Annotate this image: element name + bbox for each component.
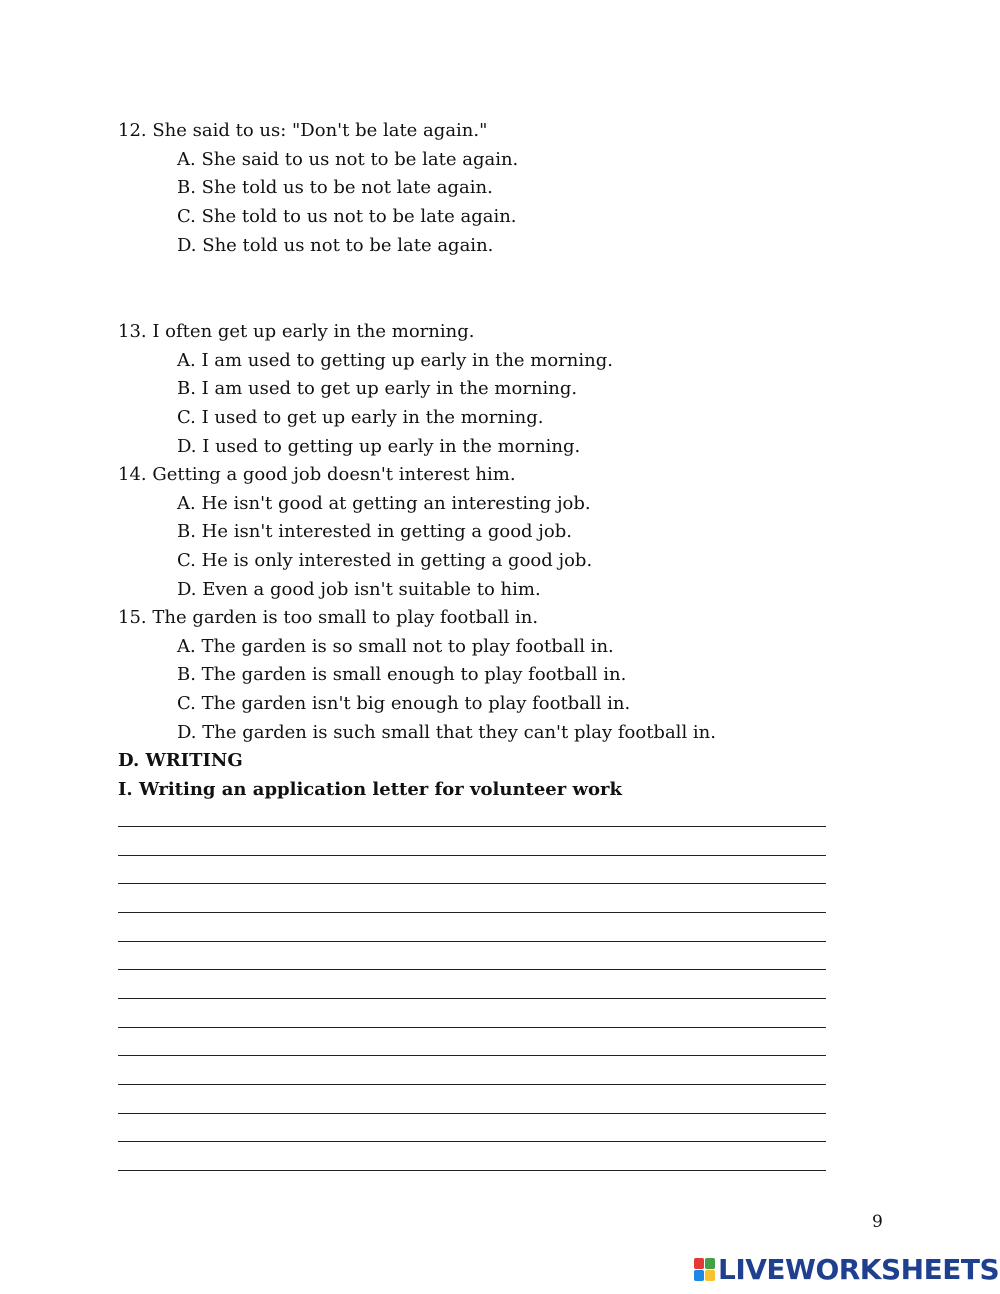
question-14-option-b[interactable]: B. He isn't interested in getting a good job. [177, 521, 572, 542]
answer-line[interactable] [118, 1027, 826, 1028]
answer-line[interactable] [118, 1141, 826, 1142]
answer-line[interactable] [118, 1170, 826, 1171]
question-15-stem: 15. The garden is too small to play football in. [118, 607, 539, 628]
answer-line[interactable] [118, 998, 826, 999]
answer-line[interactable] [118, 941, 826, 942]
question-13-option-d[interactable]: D. I used to getting up early in the morning. [177, 436, 581, 457]
question-14-option-a[interactable]: A. He isn't good at getting an interesting job. [177, 493, 591, 514]
writing-task-heading: I. Writing an application letter for volunteer work [118, 779, 622, 800]
question-15-option-b[interactable]: B. The garden is small enough to play football in. [177, 664, 627, 685]
answer-line[interactable] [118, 1113, 826, 1114]
question-12-option-a[interactable]: A. She said to us not to be late again. [177, 149, 519, 170]
question-13-option-a[interactable]: A. I am used to getting up early in the morning. [177, 350, 613, 371]
answer-line[interactable] [118, 969, 826, 970]
question-15-option-a[interactable]: A. The garden is so small not to play football in. [177, 636, 614, 657]
liveworksheets-logo-icon [694, 1258, 714, 1280]
question-12-option-b[interactable]: B. She told us to be not late again. [177, 177, 493, 198]
answer-line[interactable] [118, 1055, 826, 1056]
page-number: 9 [872, 1212, 883, 1232]
question-13-option-b[interactable]: B. I am used to get up early in the morning. [177, 378, 578, 399]
answer-line[interactable] [118, 826, 826, 827]
question-15-option-d[interactable]: D. The garden is such small that they can't play football in. [177, 722, 716, 743]
answer-line[interactable] [118, 855, 826, 856]
question-14-stem: 14. Getting a good job doesn't interest him. [118, 464, 516, 485]
question-14-option-d[interactable]: D. Even a good job isn't suitable to him. [177, 579, 541, 600]
liveworksheets-logo [694, 1252, 999, 1286]
answer-line[interactable] [118, 1084, 826, 1085]
logo-wordmark: LIVEWORKSHEETS [718, 1252, 1000, 1286]
question-12-stem: 12. She said to us: "Don't be late again." [118, 120, 488, 141]
question-13-option-c[interactable]: C. I used to get up early in the morning. [177, 407, 544, 428]
answer-line[interactable] [118, 912, 826, 913]
question-14-option-c[interactable]: C. He is only interested in getting a good job. [177, 550, 593, 571]
answer-line[interactable] [118, 883, 826, 884]
writing-section-heading: D. WRITING [118, 750, 243, 771]
question-13-stem: 13. I often get up early in the morning. [118, 321, 475, 342]
question-12-option-d[interactable]: D. She told us not to be late again. [177, 235, 494, 256]
question-12-option-c[interactable]: C. She told to us not to be late again. [177, 206, 517, 227]
question-15-option-c[interactable]: C. The garden isn't big enough to play football in. [177, 693, 631, 714]
